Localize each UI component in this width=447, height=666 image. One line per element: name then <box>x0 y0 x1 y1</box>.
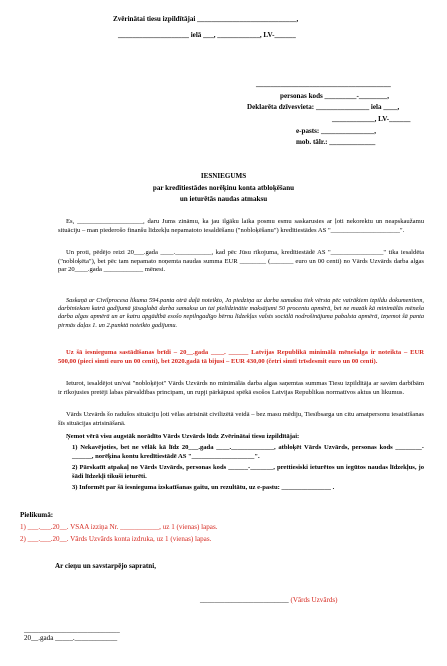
paragraph-6 <box>58 411 424 428</box>
date-blank: ___________________________ <box>24 626 120 634</box>
applicant-personas-kods: personas kods _________-________, <box>280 92 389 100</box>
request-1-text: 1) Nekavējoties, bet ne vēlāk kā līdz 20___.gada ____._____________, atbloķēt Vārds Uzvārds, personas kods ________-______, norēķina kontu kredītiestādē AS "___________________". <box>72 444 424 460</box>
addressee-address: ____________________ ielā ___, ____________, LV-______ <box>118 31 296 39</box>
signature-blank: _________________________ <box>200 596 289 604</box>
request-2-text: 2) Pārskatīt atpakaļ no Vārds Uzvārds, personas kods ______-_______, prettiesiski ieturētos un iegūtos naudas līdzekļus, jo šādi līdzekļi tikuši ieturēti. <box>72 464 424 480</box>
attachment-item-2: 2) ___.___.20__. Vārds Uzvārds konta izdruka, uz 1 (vienas) lapas. <box>20 535 212 543</box>
paragraph-3-text: Saskaņā ar Civilprocesa likuma 594.panta otrā daļā noteikto, Ja piedziņa uz darba samaksu tiek vērsta pēc vairākiem izpildu dokumentiem, darbiniekam katrā gadījumā jāsaglabā darba samaksa un tai pielīdzinātie maksājumi 50 procentu apmērā, bet ne mazāk kā minimālās mēneša darba algas apmērā un ar katru apgādībā esošo nepilngadīgo bērnu līdzekļus valsts sociālā nodrošinājuma pabalsta apmērā, izņemot šā panta pirmās daļas 1. un 2.punktā noteikto gadījumu. <box>58 297 424 329</box>
applicant-phone: mob. tālr.: _____________ <box>296 138 376 146</box>
paragraph-1-text: Es, ____________________, daru Jums zināmu, ka jau ilgāku laika posmu esmu saskarusies ar ļoti nekorektu un neapskaužamu situāciju – man piederošo finanšu līdzekļu nepamatoto iesaldēšanu ("nobloķēšanu") kredītiestādes AS "_____________________". <box>58 218 424 234</box>
request-2 <box>72 464 424 481</box>
paragraph-5 <box>58 380 424 397</box>
addressee-line: Zvērinātai tiesu izpildītājai ____________________________, <box>113 15 299 23</box>
signature-name: (Vārds Uzvārds) <box>290 596 338 604</box>
date-line: 20__.gada _____.____________ <box>24 634 118 642</box>
paragraph-3 <box>58 297 424 330</box>
closing-phrase: Ar cieņu un savstarpējo sapratni, <box>55 562 156 570</box>
signature-line <box>200 596 338 605</box>
paragraph-4 <box>58 349 424 366</box>
paragraph-1 <box>58 218 424 235</box>
paragraph-6-text: Vārds Uzvārds šo radušos situāciju ļoti vēlas atrisināt civilizētā veidā – bez masu mēdiju, Tiesībsarga un citu amatpersonu iesaistīšanas šīs situācijas atrisināšanā. <box>58 411 424 427</box>
applicant-email: e-pasts: _______________, <box>296 127 376 135</box>
attachments-label: Pielikumā: <box>20 511 54 519</box>
attachment-item-1: 1) ___.___.20__. VSAA izziņa Nr. ___________, uz 1 (vienas) lapas. <box>20 523 218 531</box>
paragraph-7 <box>58 433 424 442</box>
request-3-text: 3) Informēt par šā iesnieguma izskatīšanas gaitu, un rezultātu, uz e-pastu: _______________ . <box>72 484 335 491</box>
paragraph-7-text: Ņemot vērā visu augstāk norādīto Vārds Uzvārds lūdz Zvērinātai tiesu izpildītājai: <box>66 433 300 440</box>
title-main: IESNIEGUMS <box>200 172 247 180</box>
request-3 <box>72 484 424 493</box>
title-sub2: un ieturētās naudas atmaksu <box>179 195 268 203</box>
paragraph-2-text: Un proti, pēdējo reizi 20___.gada ____.___________, kad pēc Jūsu rīkojuma, kredītiestādē AS "________________" tika iesaldēta ("nobloķēta"), bet pēc tam nepamato noņemta naudas summa EUR ________ (_______ euro un 00 centi) no Vārds Uzvārds darba algas par 20____.gada ____________ mēnesi. <box>58 249 424 273</box>
applicant-name-blank: ______________________________________ <box>256 80 391 88</box>
title-sub1: par kredītiestādes norēķinu konta atbloķēšanu <box>152 184 295 192</box>
applicant-dzivesvieta: Deklarēta dzīvesvieta: _______________ iela ____, <box>247 103 400 111</box>
paragraph-5-text: Ieturot, iesaldējot un/vai "nobloķējot" Vārds Uzvārds no minimālās darba algas saņemtas summas Tiesu izpildītāja ar savām darbībām ir rīkojusies pretēji labas pārvaldības principam, un rupji pārkāpusi spēkā esošos Latvijas Republikas normatīvos aktus un likumus. <box>58 380 424 396</box>
paragraph-2 <box>58 249 424 275</box>
applicant-city: ____________, LV-______ <box>332 115 411 123</box>
request-1 <box>72 444 424 461</box>
paragraph-4-text: Uz šā iesnieguma sastādīšanas brīdi – 20__.gada ____. ______ Latvijas Republikā minimālā mēnešalga ir noteikta – EUR 500,00 (pieci simti euro un 00 centi), bet 2020.gadā tā bijusi – EUR 430,00 (četri simti trīsdesmit euro un 00 centi). <box>58 349 424 365</box>
